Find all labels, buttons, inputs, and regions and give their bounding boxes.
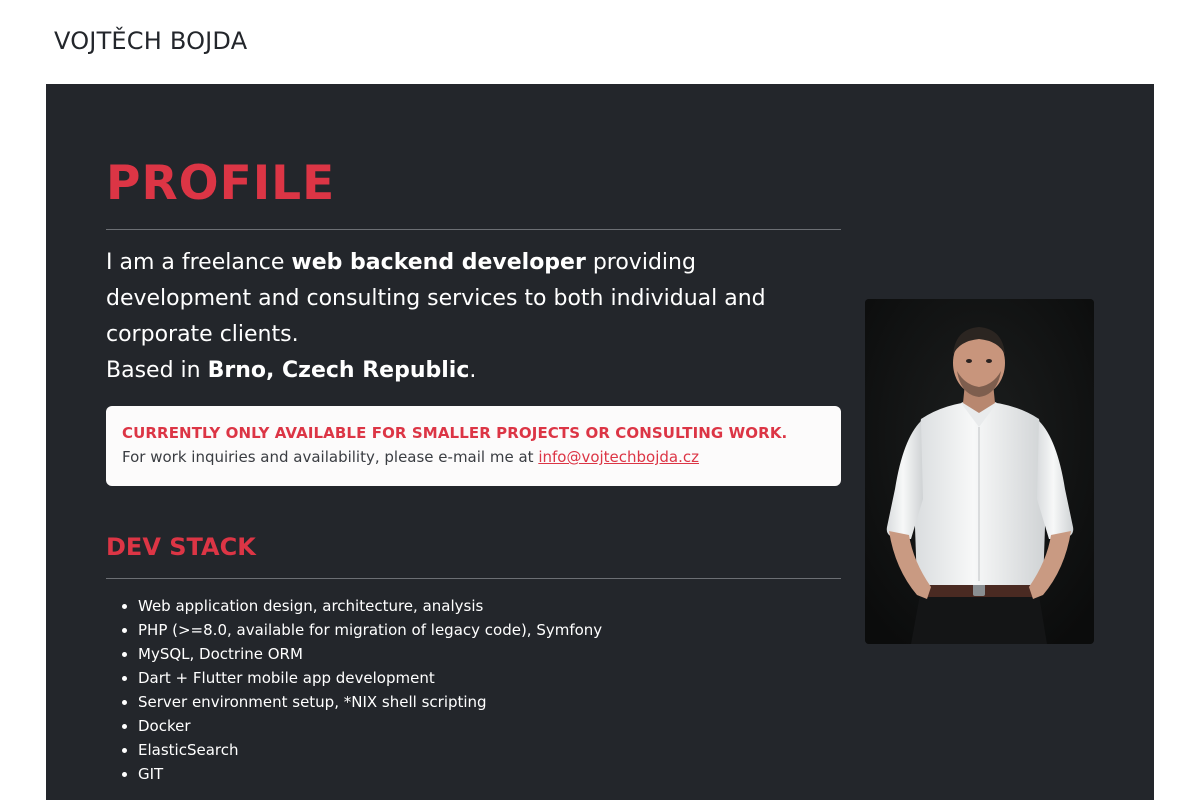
list-item: • Docker xyxy=(138,714,602,738)
profile-photo xyxy=(865,299,1094,644)
list-item: • MySQL, Doctrine ORM xyxy=(138,642,602,666)
intro-role-highlight: web backend developer xyxy=(291,250,586,275)
availability-title: CURRENTLY ONLY AVAILABLE FOR SMALLER PROJECTS OR CONSULTING WORK. xyxy=(122,424,788,442)
availability-notice xyxy=(106,406,841,486)
top-header xyxy=(0,0,1200,84)
intro-text-start: I am a freelance xyxy=(106,250,292,275)
based-in-location: Brno, Czech Republic xyxy=(207,358,470,383)
based-in-suffix: . xyxy=(469,358,477,383)
based-in-prefix: Based in xyxy=(106,358,208,383)
dev-stack-divider xyxy=(106,578,841,579)
availability-text xyxy=(122,447,825,467)
email-link[interactable]: info@vojtechbojda.cz xyxy=(538,448,699,466)
list-item: • Web application design, architecture, analysis xyxy=(138,594,602,618)
dev-stack-heading: DEV STACK xyxy=(106,533,256,561)
profile-heading: PROFILE xyxy=(106,156,336,211)
list-item: • GIT xyxy=(138,762,602,786)
list-item: • PHP (>=8.0, available for migration of legacy code), Symfony xyxy=(138,618,602,642)
profile-intro xyxy=(106,245,841,389)
list-item: • Server environment setup, *NIX shell scripting xyxy=(138,690,602,714)
profile-panel xyxy=(46,84,1154,800)
list-item: • ElasticSearch xyxy=(138,738,602,762)
site-title[interactable]: VOJTĚCH BOJDA xyxy=(54,27,248,55)
intro-text-end: providing development and consulting services to both individual and corporate clients. xyxy=(106,250,766,347)
dev-stack-list xyxy=(106,594,602,786)
list-item: • Dart + Flutter mobile app development xyxy=(138,666,602,690)
profile-photo-illustration xyxy=(865,299,1094,644)
availability-message: For work inquiries and availability, please e-mail me at xyxy=(122,448,539,466)
profile-divider xyxy=(106,229,841,230)
